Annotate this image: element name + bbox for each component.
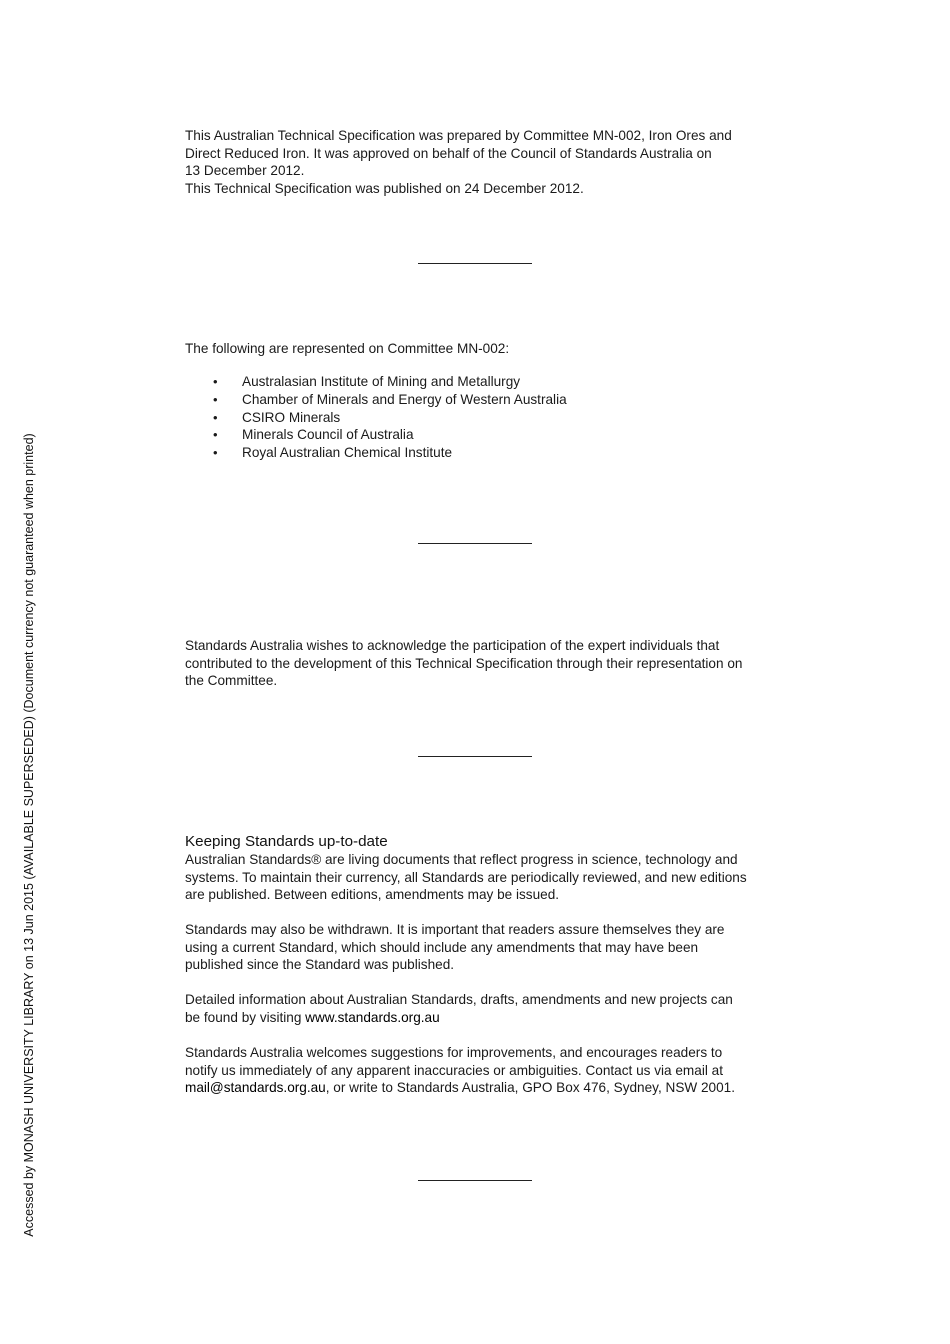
paragraph-line: systems. To maintain their currency, all Standards are periodically reviewed, and new editions [185, 869, 747, 885]
keeping-paragraph-4 [185, 1044, 775, 1097]
keeping-paragraph-1 [185, 851, 775, 904]
paragraph-text: , or write to Standards Australia, GPO Box 476, Sydney, NSW 2001. [325, 1080, 736, 1096]
section-divider [418, 1180, 532, 1181]
paragraph-text: be found by visiting [185, 1009, 306, 1025]
access-watermark: Accessed by MONASH UNIVERSITY LIBRARY on 13 Jun 2015 (AVAILABLE SUPERSEDED) (Document currency not guaranteed when printed) [22, 433, 36, 1237]
paragraph-line [185, 1079, 775, 1097]
paragraph-line: Australian Standards® are living documents that reflect progress in science, technology and [185, 852, 738, 867]
preparation-statement [185, 127, 775, 197]
list-item: • Chamber of Minerals and Energy of Western Australia [185, 391, 567, 409]
paragraph-line: Standards may also be withdrawn. It is important that readers assure themselves they are [185, 922, 725, 937]
list-item: • Royal Australian Chemical Institute [185, 444, 567, 462]
keeping-paragraph-2 [185, 921, 775, 974]
committee-intro [185, 340, 775, 358]
acknowledgement-statement [185, 637, 775, 690]
list-item: • Minerals Council of Australia [185, 426, 567, 444]
committee-members-list [185, 373, 567, 462]
standards-website-link[interactable]: www.standards.org.au [305, 1009, 440, 1025]
acknowledgement-line: contributed to the development of this Technical Specification through their representation on [185, 655, 743, 671]
committee-intro-text: The following are represented on Committee MN-002: [185, 341, 510, 356]
section-divider [418, 543, 532, 544]
paragraph-line: Standards Australia welcomes suggestions for improvements, and encourages readers to [185, 1045, 723, 1060]
paragraph-line: published since the Standard was published. [185, 957, 455, 973]
keeping-paragraph-3 [185, 991, 775, 1026]
paragraph-line: are published. Between editions, amendments may be issued. [185, 887, 560, 903]
paragraph-line: using a current Standard, which should include any amendments that may have been [185, 939, 699, 955]
preparation-line: 13 December 2012. [185, 163, 305, 179]
list-item: • CSIRO Minerals [185, 409, 567, 427]
section-divider [418, 756, 532, 757]
acknowledgement-line: the Committee. [185, 673, 278, 689]
paragraph-line: Detailed information about Australian Standards, drafts, amendments and new projects can [185, 992, 733, 1007]
list-item: • Australasian Institute of Mining and Metallurgy [185, 373, 567, 391]
preparation-line: This Australian Technical Specification was prepared by Committee MN-002, Iron Ores and [185, 128, 732, 143]
publication-line: This Technical Specification was published on 24 December 2012. [185, 180, 584, 196]
paragraph-line [185, 1009, 775, 1027]
acknowledgement-line: Standards Australia wishes to acknowledge the participation of the expert individuals that [185, 638, 720, 653]
paragraph-line: notify us immediately of any apparent inaccuracies or ambiguities. Contact us via email at [185, 1062, 723, 1078]
section-divider [418, 263, 532, 264]
contact-email-link[interactable]: mail@standards.org.au [185, 1080, 326, 1096]
preparation-line: Direct Reduced Iron. It was approved on behalf of the Council of Standards Australia on [185, 145, 712, 161]
keeping-standards-heading: Keeping Standards up-to-date [185, 833, 388, 850]
